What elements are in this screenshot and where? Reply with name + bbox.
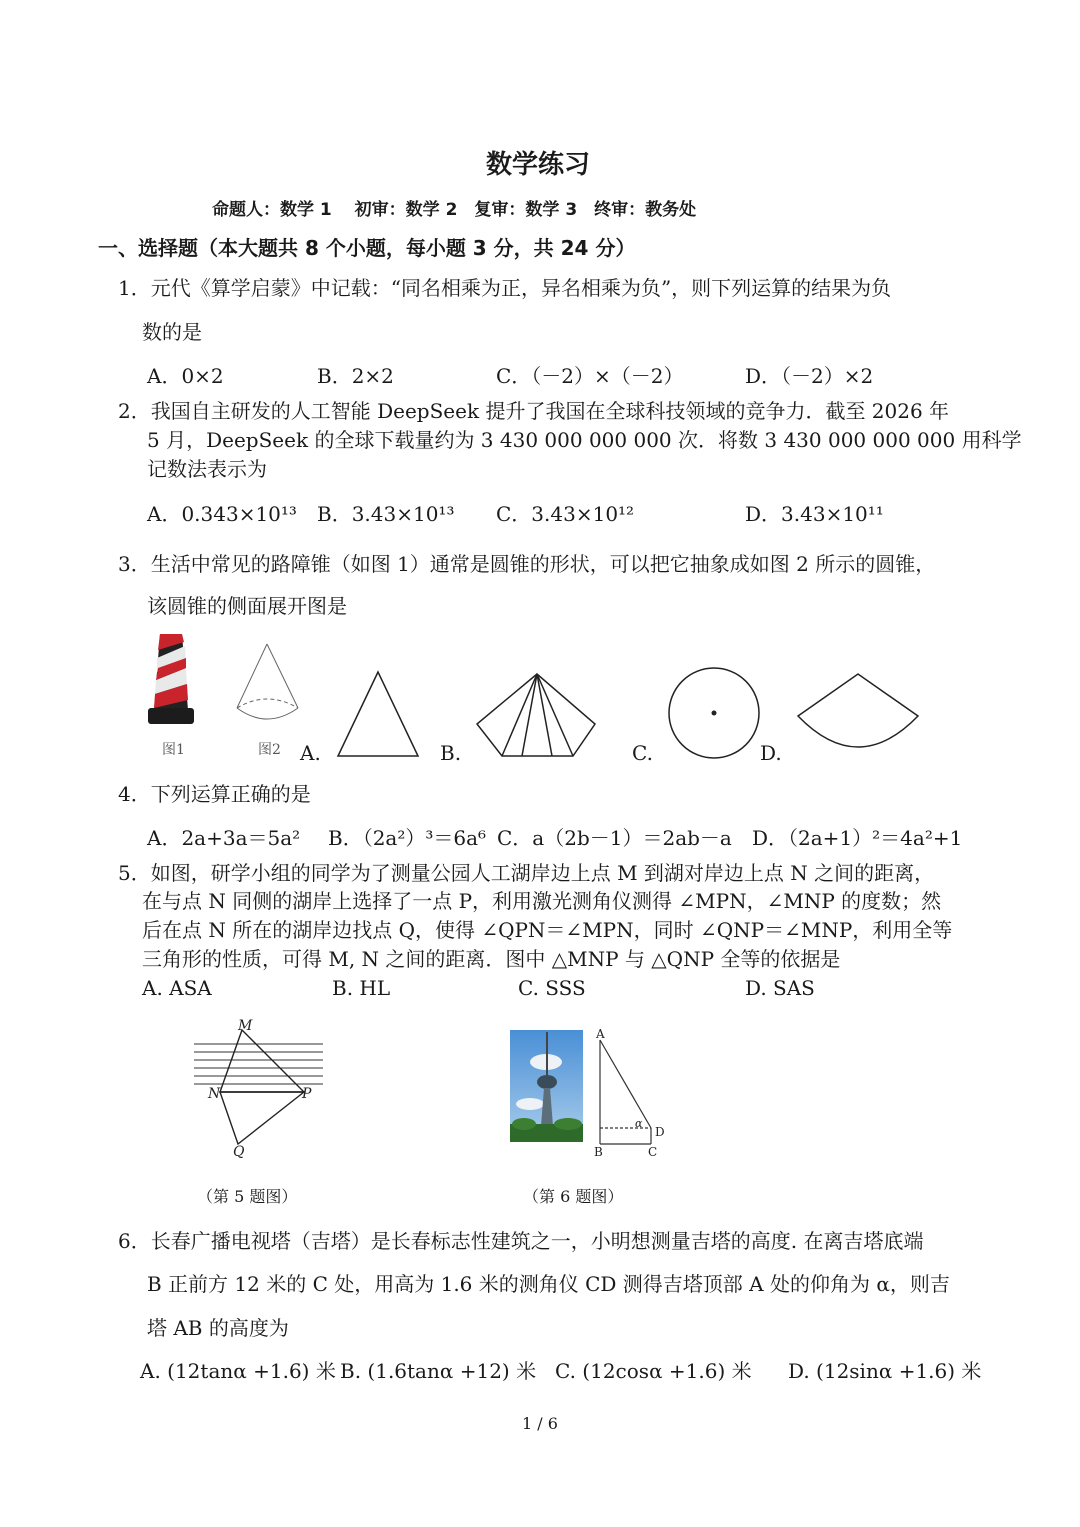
q2-option-a: A．0.343×10¹³ (147, 502, 297, 526)
q5-option-d: D. SAS (745, 976, 815, 1000)
q3-stem-line2: 该圆锥的侧面展开图是 (147, 594, 347, 618)
point-n: N (208, 1086, 221, 1102)
lake-lines (194, 1044, 323, 1084)
q1-option-c: C．（－2）×（－2） (496, 364, 684, 388)
q1-stem-line2: 数的是 (142, 320, 202, 344)
q4-option-c: C．a（2b－1）＝2ab－a (497, 826, 732, 850)
q6-option-b: B. (1.6tanα +12) 米 (340, 1359, 537, 1383)
point-p: P (302, 1086, 312, 1102)
q3-option-d-label: D. (760, 741, 782, 765)
q2-option-c: C．3.43×10¹² (496, 502, 635, 526)
option-b-pyramid (477, 674, 595, 756)
page-number: 1 / 6 (522, 1414, 558, 1433)
fig2-label: 图2 (258, 742, 281, 758)
q5-figure (186, 1016, 331, 1161)
q6-stem-line1: 6．长春广播电视塔（吉塔）是长春标志性建筑之一，小明想测量吉塔的高度. 在离吉塔底端 (118, 1229, 924, 1253)
q6-stem-line2: B 正前方 12 米的 C 处，用高为 1.6 米的测角仪 CD 测得吉塔顶部 A 处的仰角为 α，则吉 (147, 1272, 950, 1296)
q6-figure-caption: （第 6 题图） (523, 1187, 624, 1206)
q3-stem-line1: 3．生活中常见的路障锥（如图 1）通常是圆锥的形状，可以把它抽象成如图 2 所示的圆锥， (118, 552, 936, 576)
q5-figure-caption: （第 5 题图） (197, 1187, 298, 1206)
angle-alpha: α (635, 1117, 643, 1130)
q2-stem-line1: 2．我国自主研发的人工智能 DeepSeek 提升了我国在全球科技领域的竞争力．截至 2026 年 (118, 399, 950, 423)
q1-option-b: B．2×2 (317, 364, 394, 388)
q5-stem-line1: 5．如图，研学小组的同学为了测量公园人工湖岸边上点 M 到湖对岸边上点 N 之间的距离， (118, 861, 935, 885)
q3-option-b-label: B. (440, 741, 462, 765)
q4-stem: 4．下列运算正确的是 (118, 782, 311, 806)
q6-figure (510, 1026, 675, 1161)
q2-stem-line2: 5 月，DeepSeek 的全球下载量约为 3 430 000 000 000 次．将数 3 430 000 000 000 用科学 (147, 428, 1022, 452)
q2-option-b: B．3.43×10¹³ (317, 502, 455, 526)
q2-stem-line3: 记数法表示为 (147, 457, 267, 481)
q6-option-d: D. (12sinα +1.6) 米 (788, 1359, 982, 1383)
section-heading: 一、选择题（本大题共 8 个小题，每小题 3 分，共 24 分） (98, 236, 636, 260)
cone-diagram (237, 644, 298, 719)
fig1-label: 图1 (162, 742, 185, 758)
q5-stem-line2: 在与点 N 同侧的湖岸上选择了一点 P，利用激光测角仪测得 ∠MPN，∠MNP 的度数；然 (142, 889, 942, 913)
q6-option-c: C. (12cosα +1.6) 米 (555, 1359, 752, 1383)
q4-option-a: A．2a+3a＝5a² (147, 826, 301, 850)
q2-option-d: D．3.43×10¹¹ (745, 502, 884, 526)
q5-option-b: B. HL (332, 976, 391, 1000)
q6-option-a: A. (12tanα +1.6) 米 (140, 1359, 336, 1383)
q5-stem-line4: 三角形的性质，可得 M, N 之间的距离．图中 △MNP 与 △QNP 全等的依据是 (142, 947, 841, 971)
q1-stem-line1: 1．元代《算学启蒙》中记载：“同名相乘为正，异名相乘为负”，则下列运算的结果为负 (118, 276, 892, 300)
q3-option-c-label: C. (632, 741, 653, 765)
congruent-triangles (220, 1030, 304, 1144)
point-q: Q (233, 1144, 245, 1160)
q4-option-d: D．（2a+1）²＝4a²+1 (752, 826, 963, 850)
option-d-sector (798, 674, 918, 747)
point-c: C (648, 1145, 658, 1159)
q5-stem-line3: 后在点 N 所在的湖岸边找点 Q，使得 ∠QPN＝∠MPN，同时 ∠QNP＝∠MNP，利用全等 (142, 918, 953, 942)
point-a: A (596, 1027, 605, 1041)
point-d: D (655, 1125, 665, 1139)
q5-option-c: C. SSS (518, 976, 586, 1000)
q6-stem-line3: 塔 AB 的高度为 (147, 1316, 289, 1340)
q4-option-b: B．（2a²）³＝6a⁶ (328, 826, 487, 850)
q3-option-a-label: A. (300, 741, 321, 765)
exam-meta: 命题人：数学 1 初审：数学 2 复审：数学 3 终审：教务处 (212, 200, 697, 220)
q1-option-a: A．0×2 (147, 364, 224, 388)
q1-option-d: D．（－2）×2 (745, 364, 874, 388)
option-a-triangle (338, 672, 418, 756)
traffic-cone-picture (148, 634, 194, 724)
q5-option-a: A. ASA (142, 976, 212, 1000)
point-m: M (238, 1018, 253, 1034)
tower-photo (510, 1030, 583, 1142)
option-c-circle (669, 668, 759, 758)
right-triangle (600, 1040, 651, 1144)
page-title: 数学练习 (486, 150, 591, 180)
point-b: B (594, 1145, 603, 1159)
q3-figures (140, 628, 940, 768)
